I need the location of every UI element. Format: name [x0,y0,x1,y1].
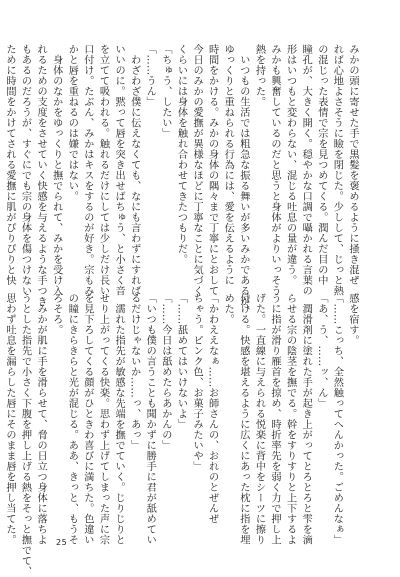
text-column: を見下ろしてくる顔がひときわ喜びに満ちた。色違い [81,293,93,545]
text-column: 「あ、う、……ッ、ん」 [315,293,327,409]
text-column: 「いつも僕の言うことも聞かずに勝手に君が舐めてい [144,293,156,545]
text-column: の瞳にきらきらと光が混じる。ああ、きっと、もうそ [66,293,78,545]
text-column: 今日のみかの愛撫が異様なほどに丁寧なことに気づく [191,44,203,296]
text-column: ために時間をかけてされる愛撫に肌がぴりぴりと快 [3,44,15,286]
text-column: 身体のなかをゆっくりと撫でられて、みかを受け入 [50,44,62,296]
text-column: うとした指先で小さく下腹を押し上げる熱をそっと撫でて、 [19,293,31,577]
text-column: 「……うん」 [144,44,156,107]
text-column: 熱を持った。 [253,44,265,107]
text-column: いいのに。黙って唇を突き出せばちゅう、と小さく音 [113,44,125,296]
text-column: くらいには身体を触れ合わせてきたつもりだ。 [175,44,187,265]
text-column: ゆっくりと重ねられる行為には、愛を伝えるように [222,44,234,286]
text-column: わざわざ僕に伝えなくても、なにも言わずにすれば [128,44,140,296]
text-column: 感を宿す。 [347,293,358,346]
text-column: みかも興奮しているのだと思うと身体がよりいっそう [269,44,281,296]
text-column: 時間をかける。みかの身体の隅々まで丁寧にとおして [206,44,218,296]
text-column: 「かわええなぁ……お師さんの、おれのとぜんぜ [206,293,218,524]
text-column: もあるのだろうが、すぐにでも宗の身体を傷つけない [19,44,31,296]
text-column: ちゃう。ピンク色、お菓子みたいや」 [191,293,203,472]
text-column: ろそろ。 [50,293,62,335]
text-column: 口付け。たぶん、みかはキスをするのが好き。宗もみ [81,44,93,296]
text-column: 潤滑剤に塗れた手が起き上がってとろとろと雫を滴 [300,293,312,545]
text-column: 「ちゅう、したい」 [159,44,171,139]
text-column: 思わず吐息を漏らした唇にそのまま唇を押し当てた。 [3,293,15,545]
text-column: を立てて吸われる。触れるだけにしては少しだけ長い [97,44,109,296]
text-column: の混じった表情で宗を見つめてくる。潤んだ目の中 [315,44,327,286]
text-column: 「……今日は舐めたらあかんの」 [159,293,171,451]
text-column: 付ける。快感を堪えるように広くにあった枕に指を埋 [237,293,249,545]
text-column: れるための支度をさせていく快感を与えるような手つき [35,44,47,307]
text-column: 瞳孔が、大きく開く。穏やかな口調で囁かれる言葉の [300,44,312,296]
text-column: いつもの生活では粗急な振る舞いが多いみかであるが、 [237,44,249,317]
text-column: るだけじゃないか……っ、あっ」 [128,293,140,451]
text-column: めた。 [222,293,234,325]
text-column: げた。一直線に与えられる悦楽に背中をシーツに擦り [253,293,265,545]
text-column: うに指が滑り雁首を掠め、時折率先を弱く力で押し上 [269,293,281,545]
text-column: みかの頭に寄せた手で黒髪を褒めるように掻き混ぜ [347,44,358,286]
text-column: 形はいつもと変わらない、混じる吐息の量が違う。 [284,44,296,286]
page-number: 25 [56,538,68,547]
text-column: れば心地よさそうに瞼を閉じた。少しして、じっと熱 [331,44,343,296]
text-column: 「……舐めてはいけないよ」 [175,293,187,430]
text-column: 濡れた指先が敏感な先端を撫でていく。じりじりと [113,293,125,545]
text-column: かと唇を重ねるのは嫌ではない。 [66,44,78,202]
text-column: らせる宗の陰茎を撫でる。幹をすりすりと上下するよ [284,293,296,545]
text-column: 「……こっち、全然触ってへんかった。ごめんなぁ」 [331,293,343,545]
text-column: せり上がってくる快楽。思わず上げてしまった声に宗 [97,293,109,545]
text-column: みかが肌に手を滑らせて、脅の日立つ身体に落ちよ [35,293,47,545]
